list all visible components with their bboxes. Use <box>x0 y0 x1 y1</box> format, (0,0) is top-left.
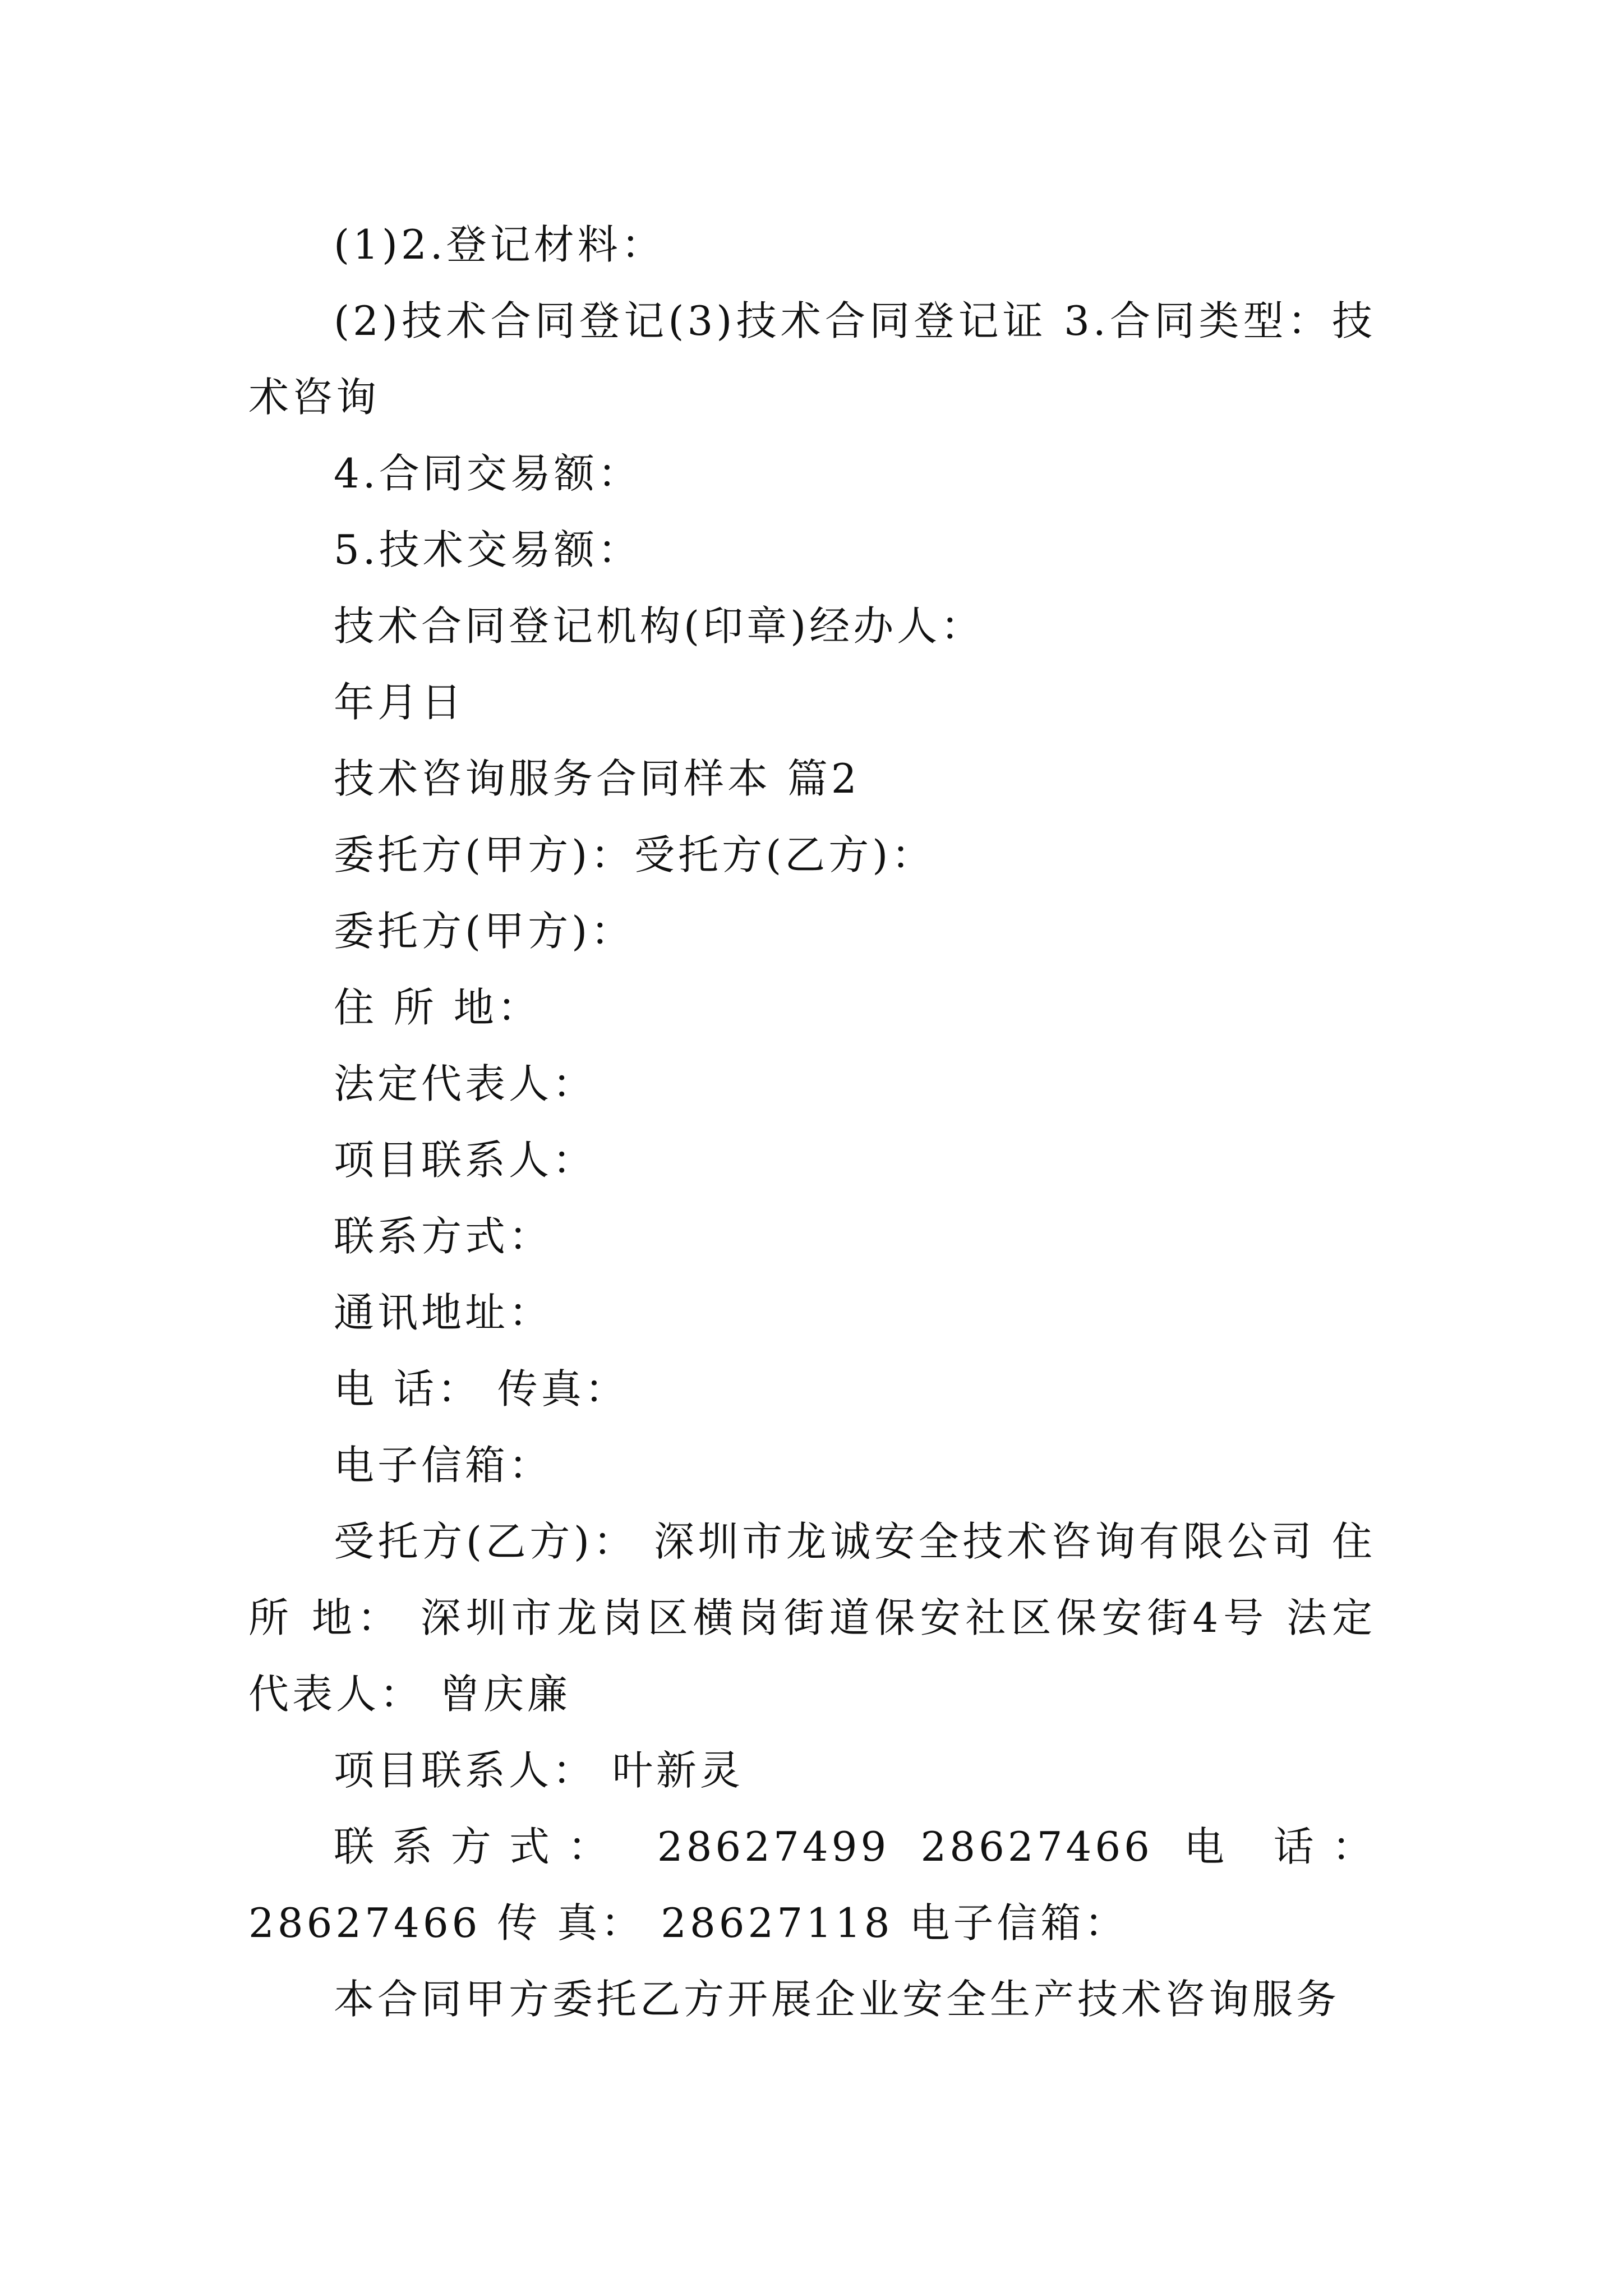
paragraph-contract-amount: 4.合同交易额： <box>334 450 642 497</box>
paragraph-legal-representative: 法定代表人： <box>334 1060 597 1107</box>
document-body <box>248 206 1376 2037</box>
paragraph-registration-materials: (1)2.登记材料： <box>334 221 665 268</box>
paragraph-phone-fax: 电 话： 传真： <box>334 1365 629 1412</box>
paragraph-contract-scope: 本合同甲方委托乙方开展企业安全生产技术咨询服务 <box>334 1976 1340 2023</box>
paragraph-section-title: 技术咨询服务合同样本 篇2 <box>334 755 860 802</box>
paragraph-technology-amount: 5.技术交易额： <box>334 526 642 573</box>
paragraph-party-b-phones: 联系方式： 28627499 28627466 电 话： 28627466 传 真： 28627118 电子信箱： <box>248 1823 1376 1947</box>
paragraph-party-b-contact: 项目联系人： 叶新灵 <box>334 1747 744 1794</box>
paragraph-registration-agency: 技术合同登记机构(印章)经办人： <box>334 602 985 650</box>
paragraph-parties: 委托方(甲方)：受托方(乙方)： <box>334 831 935 878</box>
paragraph-party-a: 委托方(甲方)： <box>334 908 635 955</box>
paragraph-mailing-address: 通讯地址： <box>334 1289 553 1336</box>
paragraph-project-contact: 项目联系人： <box>334 1137 597 1184</box>
paragraph-address: 住 所 地： <box>334 984 541 1031</box>
paragraph-date: 年月日 <box>334 679 465 726</box>
paragraph-party-b-details: 受托方(乙方)： 深圳市龙诚安全技术咨询有限公司 住 所 地： 深圳市龙岗区横岗街道保安社区保安街4号 法定代表人： 曾庆廉 <box>248 1518 1376 1718</box>
paragraph-contact-method: 联系方式： <box>334 1213 553 1260</box>
paragraph-contract-registration: (2)技术合同登记(3)技术合同登记证 3.合同类型：技术咨询 <box>248 297 1376 421</box>
paragraph-email: 电子信箱： <box>334 1442 553 1489</box>
